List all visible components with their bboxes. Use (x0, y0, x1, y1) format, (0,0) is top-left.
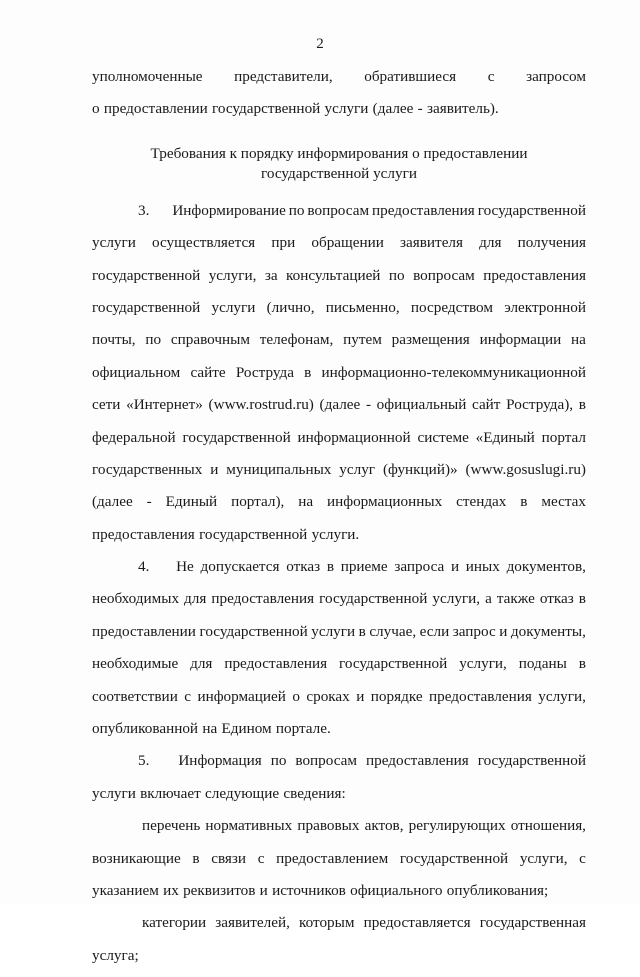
text-line: государственной услуги, за консультацией по вопросам предоставления (92, 266, 586, 284)
text-line: услуги включает следующие сведения: (92, 784, 346, 802)
text-line: 4. Не допускается отказ в приеме запроса и иных документов, (92, 556, 586, 588)
page-number: 2 (316, 36, 324, 52)
text-line: сети «Интернет» (www.rostrud.ru) (далее - официальный сайт Роструда), в (92, 396, 586, 414)
text-line: категории заявителей, которым предоставляется государственная (142, 914, 586, 932)
section-heading (92, 144, 586, 184)
document-body (92, 66, 586, 977)
list-item (92, 912, 586, 977)
text-line: предоставления государственной услуги. (92, 525, 360, 543)
text-line: федеральной государственной информационной системе «Единый портал (92, 428, 586, 446)
heading-line: Требования к порядку информирования о предоставлении (150, 144, 528, 162)
text-line: (далее - Единый портал), на информационных стендах в местах (92, 493, 586, 511)
text-line: необходимых для предоставления государственной услуги, а также отказ в (92, 590, 586, 608)
paragraph-number: 4. (138, 558, 150, 576)
paragraph-number: 3. (138, 201, 150, 219)
text-line: необходимые для предоставления государственной услуги, поданы в (92, 655, 586, 673)
list-items (92, 815, 586, 977)
text-line: 3. Информирование по вопросам предоставления государственной (92, 200, 586, 232)
text-line: почты, по справочным телефонам, путем размещения информации на (92, 331, 586, 349)
text-line: услуга; (92, 946, 139, 964)
numbered-paragraphs (92, 200, 586, 815)
text-line: 5. Информация по вопросам предоставления государственной (92, 750, 586, 782)
text-line: опубликованной на Едином портале. (92, 720, 331, 738)
text-line: указанием их реквизитов и источников официального опубликования; (92, 881, 549, 899)
text-line: предоставлении государственной услуги в случае, если запрос и документы, (92, 622, 586, 640)
text-line: возникающие в связи с предоставлением государственной услуги, с (92, 849, 586, 867)
paragraph-5 (92, 750, 586, 815)
text-line: государственных и муниципальных услуг (функций)» (www.gosuslugi.ru) (92, 460, 586, 478)
heading-line: государственной услуги (261, 164, 417, 182)
text-line: официальном сайте Роструда в информационно-телекоммуникационной (92, 363, 586, 381)
list-item (92, 815, 586, 912)
text-line: перечень нормативных правовых актов, регулирующих отношения, (142, 817, 586, 835)
text-line: о предоставлении государственной услуги (далее - заявитель). (92, 100, 499, 118)
intro-paragraph (92, 66, 586, 131)
paragraph-3 (92, 200, 586, 556)
text-line: уполномоченные представители, обратившиеся с запросом (92, 68, 586, 85)
paragraph-4 (92, 556, 586, 750)
text-line: государственной услуги (лично, письменно, посредством электронной (92, 298, 586, 316)
text-line: соответствии с информацией о сроках и порядке предоставления услуги, (92, 687, 586, 705)
paragraph-number: 5. (138, 752, 150, 770)
text-line: услуги осуществляется при обращении заявителя для получения (92, 234, 586, 252)
